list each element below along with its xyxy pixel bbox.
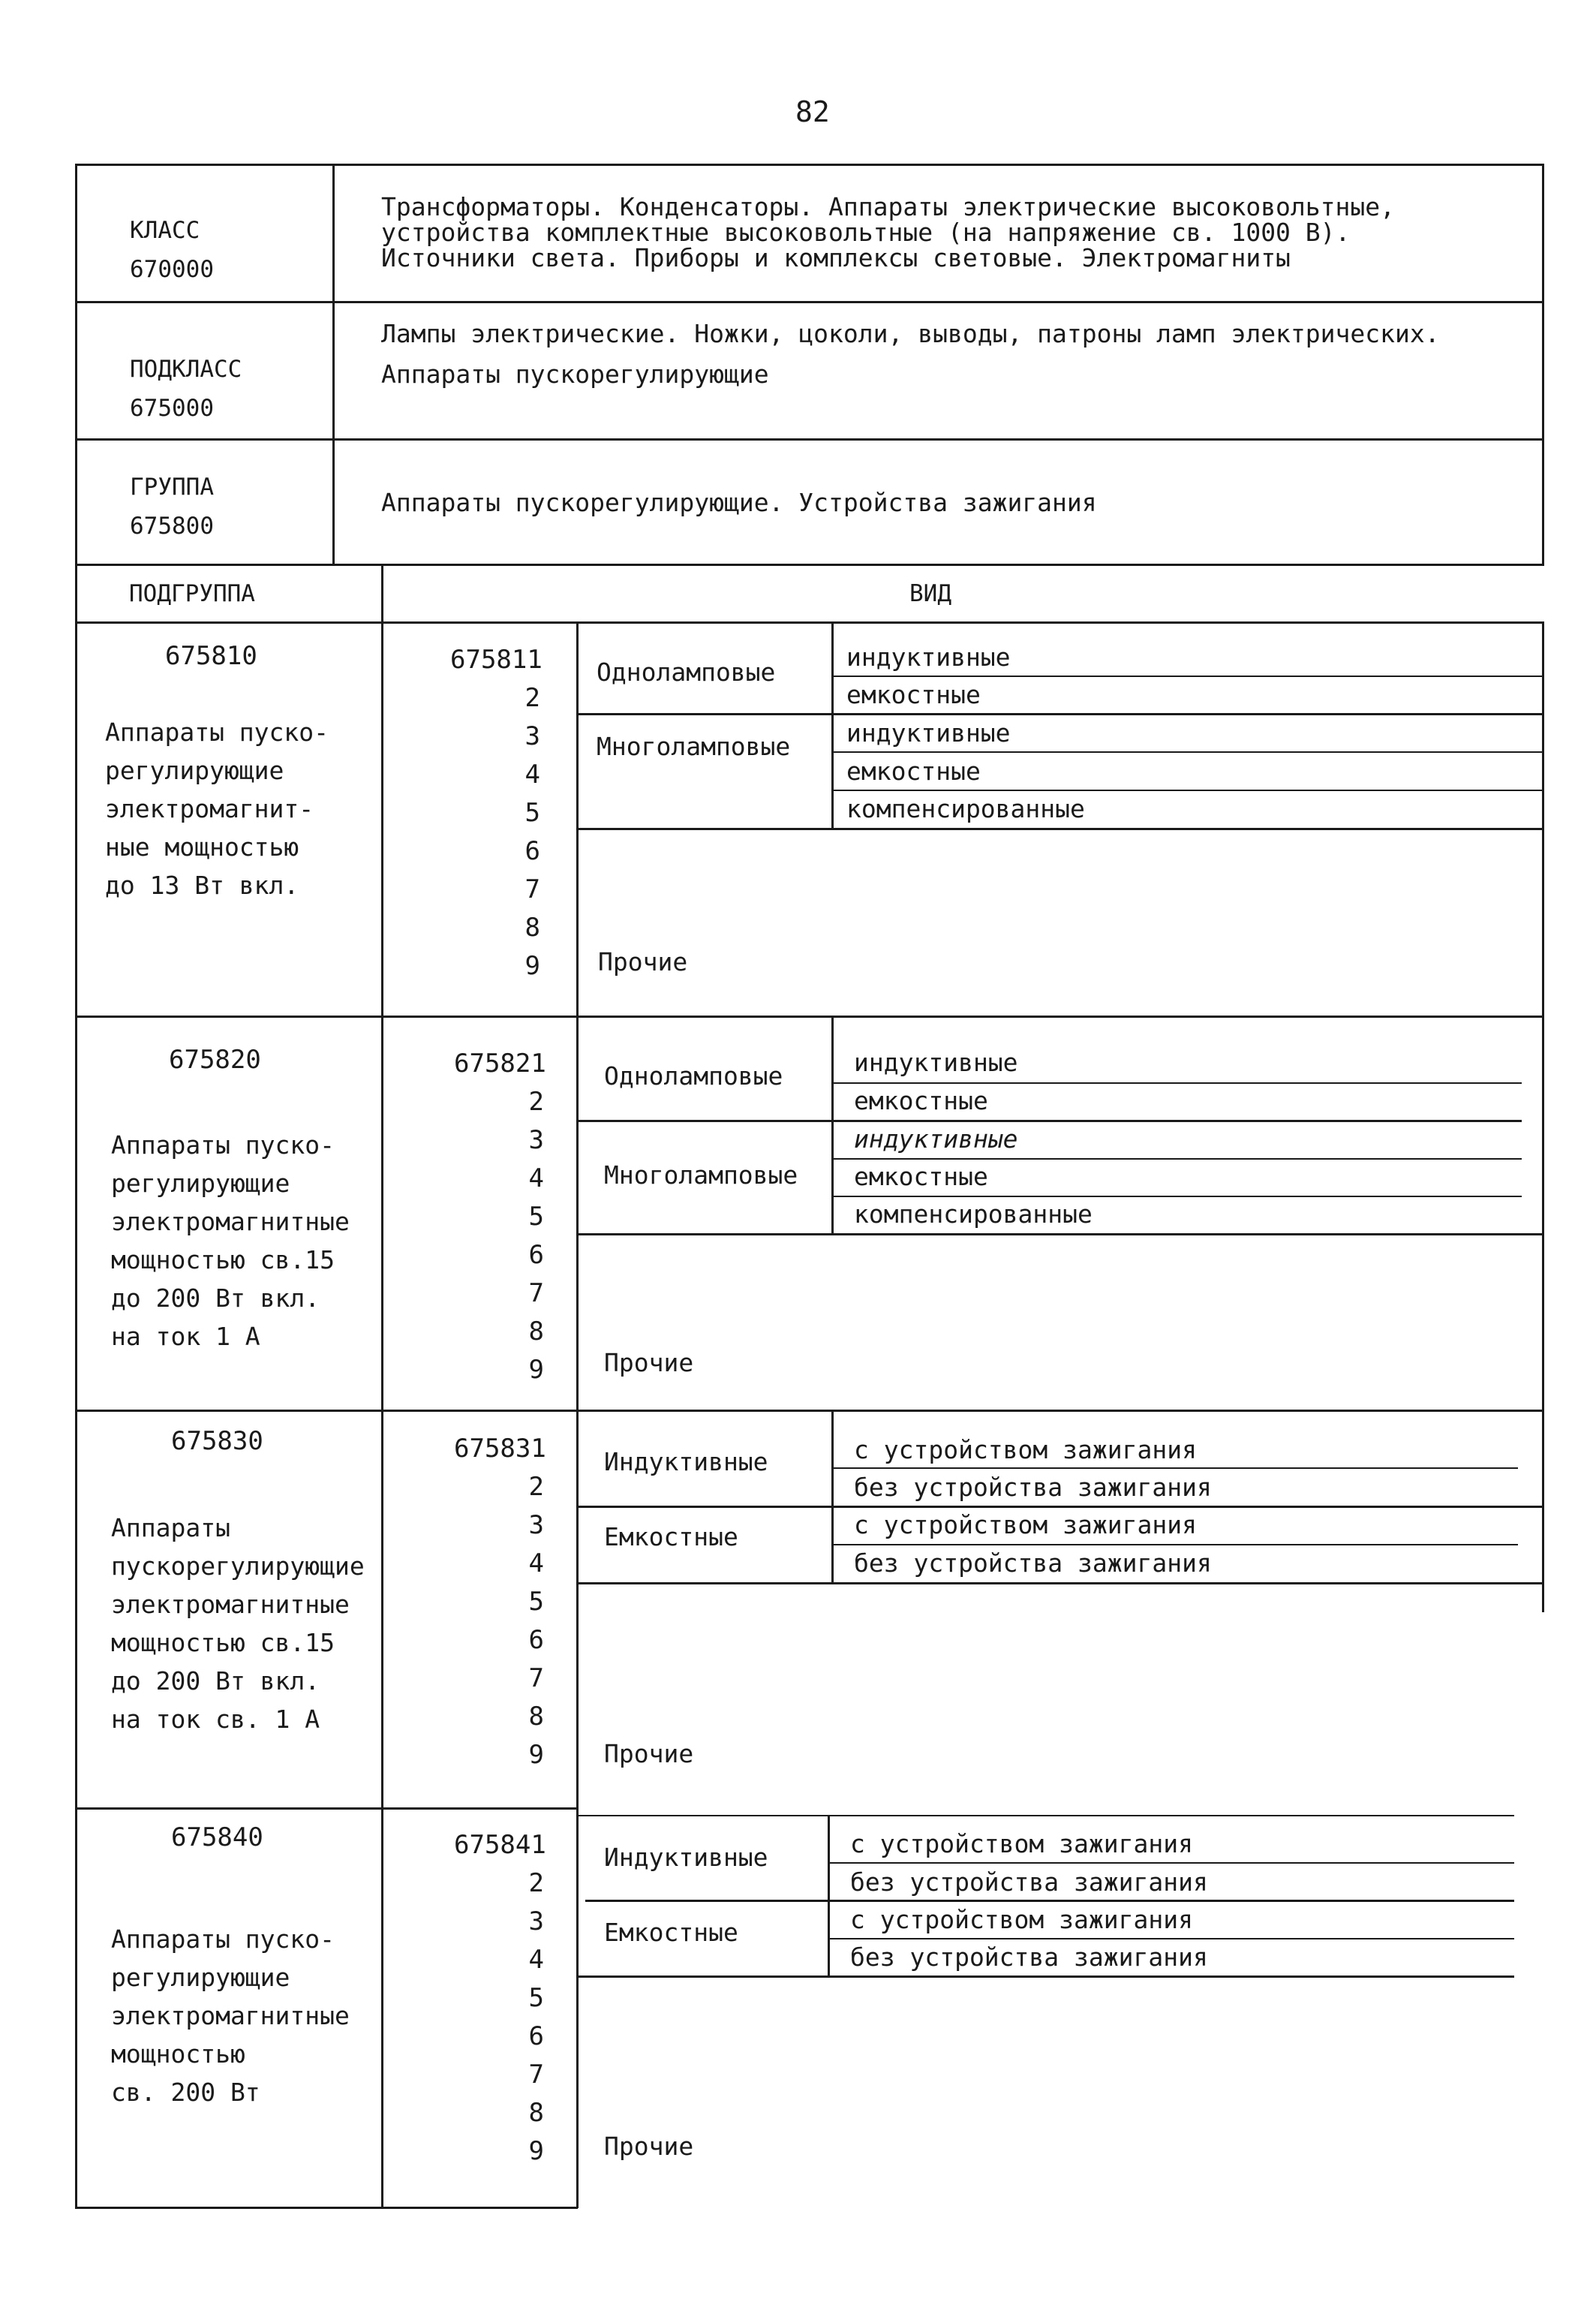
description-line: св. 200 Вт	[111, 2078, 260, 2107]
vid-number: 675811	[450, 645, 543, 675]
vid-number: 4	[528, 1163, 544, 1193]
vid-numbers	[454, 1430, 544, 1774]
vid-type: емкостные	[854, 1162, 988, 1191]
category-label: Одноламповые	[597, 657, 776, 687]
row-line	[578, 713, 1544, 715]
klass-label-block	[130, 211, 214, 289]
row-line	[831, 751, 1544, 753]
row-line	[578, 1120, 1522, 1122]
vid-number: 675821	[454, 1049, 546, 1079]
row-line	[831, 790, 1544, 791]
vid-numbers	[450, 641, 543, 985]
vid-type: без устройства зажигания	[854, 1473, 1212, 1502]
vid-number: 5	[528, 1587, 544, 1617]
vid-type: с устройством зажигания	[854, 1435, 1197, 1464]
subgroup-description	[111, 1920, 350, 2111]
other-label: Прочие	[604, 2132, 694, 2161]
description-line: на ток св. 1 А	[111, 1705, 320, 1734]
vid-type: индуктивные	[854, 1124, 1018, 1154]
vid-numbers	[454, 1826, 544, 2171]
description-line: Аппараты пуско-	[105, 718, 329, 747]
vid-number: 8	[528, 2098, 544, 2128]
vid-number: 7	[528, 1278, 544, 1308]
vid-type: индуктивные	[846, 718, 1011, 748]
row-line	[578, 1815, 1514, 1816]
description-line: регулирующие	[111, 1169, 290, 1198]
gruppa-label: ГРУППА	[130, 474, 214, 501]
klass-text-line: Источники света. Приборы и комплексы световые. Электромагниты	[381, 243, 1291, 272]
row-line	[585, 1900, 1514, 1902]
row-line	[831, 1467, 1518, 1469]
vid-number: 9	[528, 1355, 544, 1385]
vid-number: 3	[528, 1510, 544, 1540]
subgroup-code: 675810	[165, 641, 257, 671]
vid-number: 2	[528, 1087, 544, 1117]
description-line: регулирующие	[111, 1963, 290, 1992]
description-line: электромагнитные	[111, 1590, 350, 1619]
subgroup-separator	[75, 1016, 1544, 1018]
row-line	[828, 1938, 1514, 1939]
vid-number: 3	[528, 1906, 544, 1936]
column-vid: ВИД	[909, 580, 951, 607]
vid-type: индуктивные	[846, 642, 1011, 672]
table-left-border	[75, 566, 77, 2208]
vid-type: компенсированные	[846, 794, 1085, 823]
klass-text-line: Трансформаторы. Конденсаторы. Аппараты электрические высоковольтные,	[381, 192, 1396, 221]
row-line	[578, 1506, 1544, 1508]
vid-number: 8	[528, 1702, 544, 1732]
row-line	[578, 1975, 1514, 1978]
vid-number: 5	[528, 1202, 544, 1232]
gruppa-text: Аппараты пускорегулирующие. Устройства зажигания	[381, 488, 1097, 517]
category-divider	[828, 1816, 830, 1978]
klass-text-line: устройства комплектные высоковольтные (на напряжение св. 1000 В).	[381, 218, 1351, 247]
description-line: на ток 1 А	[111, 1322, 260, 1351]
podklass-code: 675000	[130, 395, 214, 422]
table-bottom-border	[75, 2207, 578, 2209]
podklass-row	[75, 301, 1544, 441]
subgroup-description	[111, 1509, 365, 1738]
column-divider	[381, 566, 383, 2208]
vid-number: 8	[528, 1316, 544, 1347]
vid-number: 7	[528, 1663, 544, 1693]
vid-type: без устройства зажигания	[854, 1548, 1212, 1578]
vid-type: с устройством зажигания	[850, 1829, 1193, 1858]
vid-number: 2	[528, 1868, 544, 1898]
row-line	[831, 1544, 1518, 1545]
klass-code: 670000	[130, 256, 214, 283]
vid-number: 3	[524, 721, 540, 751]
vid-number: 3	[528, 1125, 544, 1155]
vid-number: 6	[528, 2021, 544, 2051]
description-line: Аппараты пуско-	[111, 1130, 335, 1160]
description-line: до 200 Вт вкл.	[111, 1666, 320, 1696]
podklass-text	[381, 314, 1440, 395]
category-label: Индуктивные	[604, 1843, 768, 1872]
podklass-label-block	[130, 350, 242, 428]
description-line: мощностью св.15	[111, 1245, 335, 1274]
vid-type: без устройства зажигания	[850, 1867, 1208, 1897]
table-right-border	[1542, 621, 1544, 1612]
vid-type: с устройством зажигания	[850, 1905, 1193, 1934]
vid-number: 7	[524, 874, 540, 904]
description-line: мощностью	[111, 2039, 245, 2069]
subgroup-separator	[75, 1807, 578, 1810]
klass-divider	[332, 166, 335, 301]
podklass-label: ПОДКЛАСС	[130, 356, 242, 383]
category-label: Одноламповые	[604, 1061, 783, 1091]
vid-number: 2	[528, 1472, 544, 1502]
description-line: электромагнитные	[111, 1207, 350, 1236]
subgroup-separator	[75, 1410, 1544, 1412]
vid-number: 6	[528, 1625, 544, 1655]
gruppa-divider	[332, 441, 335, 564]
description-line: регулирующие	[105, 756, 284, 785]
category-label: Емкостные	[604, 1918, 738, 1947]
description-line: электромагнитные	[111, 2001, 350, 2030]
vid-type: емкостные	[854, 1086, 988, 1115]
subgroup-code: 675820	[169, 1045, 261, 1075]
vid-numbers	[454, 1045, 544, 1389]
klass-text	[381, 194, 1395, 271]
other-label: Прочие	[604, 1739, 694, 1768]
vid-number: 7	[528, 2060, 544, 2090]
row-line	[831, 676, 1544, 677]
vid-number: 4	[528, 1945, 544, 1975]
klass-label: КЛАСС	[130, 217, 200, 244]
page-number: 82	[795, 95, 830, 128]
vid-number: 9	[524, 951, 540, 981]
vid-number: 6	[524, 836, 540, 866]
vid-type: без устройства зажигания	[850, 1942, 1208, 1972]
vid-number: 9	[528, 1740, 544, 1770]
category-divider	[831, 621, 834, 829]
row-line	[831, 1158, 1522, 1160]
description-line: ные мощностью	[105, 832, 299, 862]
row-line	[578, 1582, 1544, 1584]
number-divider	[576, 621, 579, 2208]
row-line	[828, 1862, 1514, 1864]
podklass-divider	[332, 303, 335, 438]
klass-row	[75, 164, 1544, 303]
category-label: Индуктивные	[604, 1447, 768, 1476]
vid-number: 2	[524, 683, 540, 713]
vid-number: 4	[524, 760, 540, 790]
vid-type: индуктивные	[854, 1048, 1018, 1077]
description-line: Аппараты пуско-	[111, 1924, 335, 1954]
vid-number: 5	[524, 798, 540, 828]
description-line: до 13 Вт вкл.	[105, 871, 299, 900]
description-line: пускорегулирующие	[111, 1551, 365, 1581]
vid-number: 8	[524, 913, 540, 943]
vid-number: 5	[528, 1983, 544, 2013]
vid-type: компенсированные	[854, 1199, 1093, 1229]
subgroup-description	[105, 713, 329, 904]
description-line: мощностью св.15	[111, 1628, 335, 1657]
gruppa-row	[75, 438, 1544, 566]
row-line	[578, 1233, 1544, 1235]
gruppa-label-block	[130, 468, 214, 546]
column-header-bottom-line	[75, 621, 1544, 624]
category-label: Многоламповые	[597, 732, 791, 761]
vid-number: 6	[528, 1240, 544, 1270]
vid-type: емкостные	[846, 757, 981, 786]
vid-type: с устройством зажигания	[854, 1510, 1197, 1539]
vid-number: 675841	[454, 1830, 546, 1860]
column-podgruppa: ПОДГРУППА	[129, 580, 255, 607]
vid-number: 675831	[454, 1434, 546, 1464]
category-label: Многоламповые	[604, 1160, 798, 1190]
other-label: Прочие	[604, 1348, 694, 1377]
subgroup-code: 675840	[171, 1822, 263, 1852]
subgroup-description	[111, 1126, 350, 1356]
vid-number: 4	[528, 1548, 544, 1578]
gruppa-code: 675800	[130, 513, 214, 540]
row-line	[831, 1082, 1522, 1084]
podklass-text-line: Аппараты пускорегулирующие	[381, 360, 769, 389]
category-label: Емкостные	[604, 1522, 738, 1551]
category-divider	[831, 1412, 834, 1584]
vid-number: 9	[528, 2136, 544, 2166]
podklass-text-line: Лампы электрические. Ножки, цоколи, выводы, патроны ламп электрических.	[381, 319, 1440, 348]
description-line: Аппараты	[111, 1513, 230, 1542]
row-line	[831, 1196, 1522, 1197]
other-label: Прочие	[598, 947, 688, 976]
subgroup-code: 675830	[171, 1426, 263, 1456]
row-line	[578, 828, 1544, 830]
category-divider	[831, 1018, 834, 1235]
description-line: до 200 Вт вкл.	[111, 1283, 320, 1313]
vid-type: емкостные	[846, 680, 981, 709]
description-line: электромагнит-	[105, 794, 314, 823]
